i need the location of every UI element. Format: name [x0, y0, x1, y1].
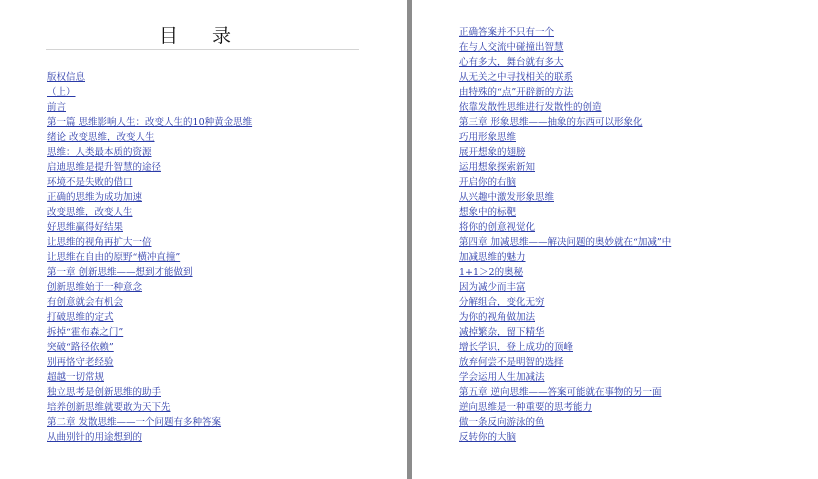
toc-link[interactable]: 因为减少而丰富: [459, 282, 526, 293]
toc-link[interactable]: 展开想象的翅膀: [459, 147, 526, 158]
toc-link[interactable]: 改变思维，改变人生: [47, 207, 133, 218]
toc-link[interactable]: （上）: [47, 87, 76, 98]
toc-link[interactable]: 开启你的右脑: [459, 177, 517, 188]
toc-link[interactable]: 逆向思维是一种重要的思考能力: [459, 402, 593, 413]
toc-link[interactable]: 正确的思维为成功加速: [47, 192, 143, 203]
title-divider: [46, 49, 359, 50]
toc-item: [459, 415, 671, 430]
toc-link[interactable]: 第五章 逆向思维——答案可能就在事物的另一面: [459, 387, 662, 398]
toc-link[interactable]: 从曲别针的用途想到的: [47, 432, 143, 443]
toc-link[interactable]: 突破“路径依赖”: [47, 342, 114, 353]
toc-link[interactable]: 思维：人类最本质的资源: [47, 147, 152, 158]
toc-link[interactable]: 在与人交流中碰撞出智慧: [459, 42, 564, 53]
toc-item: [459, 355, 671, 370]
toc-link[interactable]: 绪论 改变思维，改变人生: [47, 132, 155, 143]
toc-item: [459, 190, 671, 205]
toc-link[interactable]: 前言: [47, 102, 67, 113]
toc-item: [459, 250, 671, 265]
toc-item: [459, 55, 671, 70]
toc-link[interactable]: 第三章 形象思维——抽象的东西可以形象化: [459, 117, 643, 128]
toc-link[interactable]: 将你的创意视觉化: [459, 222, 536, 233]
toc-item: [459, 430, 671, 445]
toc-item: [47, 85, 252, 100]
toc-item: [459, 115, 671, 130]
toc-link[interactable]: 从兴趣中激发形象思维: [459, 192, 555, 203]
right-page: [412, 0, 818, 479]
toc-item: [47, 430, 252, 445]
toc-list-right: [459, 25, 671, 445]
toc-link[interactable]: 增长学识，登上成功的顶峰: [459, 342, 574, 353]
toc-item: [459, 85, 671, 100]
toc-item: [47, 370, 252, 385]
toc-item: [459, 235, 671, 250]
toc-item: [47, 70, 252, 85]
toc-item: [47, 295, 252, 310]
toc-item: [47, 250, 252, 265]
toc-item: [459, 265, 671, 280]
toc-item: [47, 190, 252, 205]
toc-link[interactable]: 分解组合，变化无穷: [459, 297, 545, 308]
toc-link[interactable]: 巧用形象思维: [459, 132, 517, 143]
toc-item: [459, 40, 671, 55]
toc-link[interactable]: 版权信息: [47, 72, 86, 83]
toc-item: [47, 115, 252, 130]
toc-link[interactable]: 做一条反向游泳的鱼: [459, 417, 545, 428]
toc-link[interactable]: 独立思考是创新思维的助手: [47, 387, 162, 398]
toc-link[interactable]: 放弃何尝不是明智的选择: [459, 357, 564, 368]
left-page: [0, 0, 407, 479]
toc-link[interactable]: 学会运用人生加减法: [459, 372, 545, 383]
toc-link[interactable]: 让思维的视角再扩大一倍: [47, 237, 152, 248]
toc-item: [47, 235, 252, 250]
toc-item: [459, 175, 671, 190]
toc-link[interactable]: 由特殊的“点”开辟新的方法: [459, 87, 574, 98]
toc-title: 目 录: [158, 25, 246, 47]
toc-link[interactable]: 心有多大，舞台就有多大: [459, 57, 564, 68]
toc-item: [459, 130, 671, 145]
toc-item: [459, 70, 671, 85]
toc-link[interactable]: 减掉繁杂，留下精华: [459, 327, 545, 338]
toc-item: [459, 340, 671, 355]
toc-item: [47, 175, 252, 190]
toc-item: [47, 145, 252, 160]
toc-item: [47, 220, 252, 235]
toc-item: [459, 160, 671, 175]
toc-item: [459, 295, 671, 310]
toc-item: [459, 385, 671, 400]
toc-item: [459, 325, 671, 340]
toc-item: [47, 160, 252, 175]
toc-item: [47, 280, 252, 295]
toc-link[interactable]: 运用想象探索新知: [459, 162, 536, 173]
toc-link[interactable]: 想象中的标靶: [459, 207, 517, 218]
toc-link[interactable]: 超越一切常规: [47, 372, 105, 383]
toc-link[interactable]: 加减思维的魅力: [459, 252, 526, 263]
toc-link[interactable]: 从无关之中寻找相关的联系: [459, 72, 574, 83]
toc-item: [47, 100, 252, 115]
toc-item: [47, 325, 252, 340]
toc-link[interactable]: 创新思维始于一种意念: [47, 282, 143, 293]
toc-item: [47, 385, 252, 400]
toc-link[interactable]: 培养创新思维就要敢为天下先: [47, 402, 171, 413]
toc-item: [47, 400, 252, 415]
toc-list-left: [47, 70, 252, 445]
toc-link[interactable]: 好思维赢得好结果: [47, 222, 124, 233]
toc-link[interactable]: 别再恪守老经验: [47, 357, 114, 368]
toc-link[interactable]: 有创意就会有机会: [47, 297, 124, 308]
toc-link[interactable]: 1+1＞2的奥秘: [459, 267, 524, 278]
toc-item: [47, 340, 252, 355]
toc-item: [47, 310, 252, 325]
toc-item: [47, 130, 252, 145]
toc-item: [47, 205, 252, 220]
toc-item: [459, 25, 671, 40]
toc-item: [47, 265, 252, 280]
toc-link[interactable]: 打破思维的定式: [47, 312, 114, 323]
toc-link[interactable]: 第四章 加减思维——解决问题的奥妙就在“加减”中: [459, 237, 672, 248]
toc-link[interactable]: 拆掉“霍布森之门”: [47, 327, 124, 338]
toc-link[interactable]: 第一篇 思维影响人生：改变人生的10种黄金思维: [47, 117, 253, 128]
toc-link[interactable]: 正确答案并不只有一个: [459, 27, 555, 38]
toc-item: [459, 205, 671, 220]
toc-item: [47, 355, 252, 370]
toc-item: [459, 220, 671, 235]
toc-item: [47, 415, 252, 430]
toc-link[interactable]: 为你的视角做加法: [459, 312, 536, 323]
toc-item: [459, 370, 671, 385]
toc-link[interactable]: 让思维在自由的原野“横冲直撞”: [47, 252, 181, 263]
toc-link[interactable]: 启迪思维是提升智慧的途径: [47, 162, 162, 173]
toc-link[interactable]: 反转你的大脑: [459, 432, 517, 443]
toc-item: [459, 280, 671, 295]
toc-item: [459, 145, 671, 160]
toc-link[interactable]: 第二章 发散思维——一个问题有多种答案: [47, 417, 222, 428]
toc-link[interactable]: 环境不是失败的借口: [47, 177, 133, 188]
toc-link[interactable]: 依靠发散性思维进行发散性的创造: [459, 102, 602, 113]
toc-item: [459, 400, 671, 415]
toc-link[interactable]: 第一章 创新思维——想到才能做到: [47, 267, 193, 278]
toc-item: [459, 310, 671, 325]
toc-item: [459, 100, 671, 115]
